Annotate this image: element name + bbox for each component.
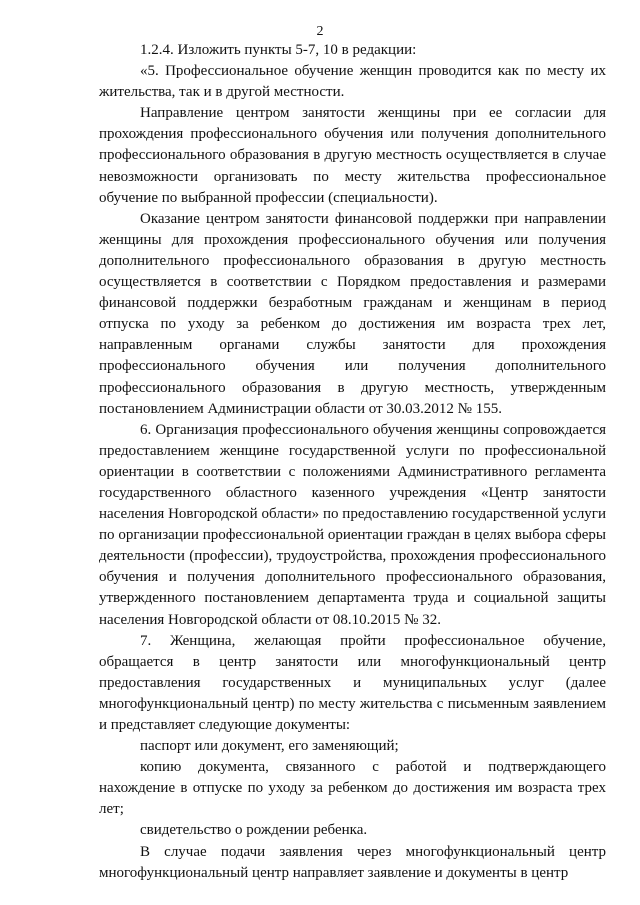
page-number: 2 xyxy=(316,24,324,39)
paragraph-referral: Направление центром занятости женщины при ее согласии для прохождения профессионального обучения или получения дополнительного профессионального образования в другую местность осуществляется в случае невозможности организовать по месту жительства профессиональное обучение по выбранной профессии (специальности). xyxy=(99,105,606,206)
list-item-birth-certificate: свидетельство о рождении ребенка. xyxy=(140,822,368,839)
list-item-work-document: копию документа, связанного с работой и подтверждающего нахождение в отпуске по уходу за ребенком до достижения им возраста трех лет; xyxy=(99,759,606,818)
paragraph-mfc-submission: В случае подачи заявления через многофункциональный центр многофункциональный центр направляет заявление и документы в центр xyxy=(99,843,606,881)
list-item-passport: паспорт или документ, его заменяющий; xyxy=(140,738,399,755)
paragraph-financial-support: Оказание центром занятости финансовой поддержки при направлении женщины для прохождения профессионального обучения или получения дополнительного профессионального образования в другую местность осуществляется в соответствии с Порядком предоставления и размерами финансовой поддержки безработным гражданам и женщинам в период отпуска по уходу за ребенком до достижения им возраста трех лет, направленным органами службы занятости для прохождения профессионального обучения или получения дополнительного профессионального образования в другую местность, утвержденным постановлением Администрации области от 30.03.2012 № 155. xyxy=(99,210,606,417)
paragraph-7: 7. Женщина, желающая пройти профессиональное обучение, обращается в центр занятости или многофункциональный центр предоставления государственных и муниципальных услуг (далее многофункциональный центр) по месту жительства с письменным заявлением и представляет следующие документы: xyxy=(99,632,606,733)
document-body xyxy=(99,40,606,884)
paragraph-amendment-intro: 1.2.4. Изложить пункты 5-7, 10 в редакции: xyxy=(140,42,417,58)
paragraph-6: 6. Организация профессионального обучения женщины сопровождается предоставлением женщине государственной услуги по профессиональной ориентации в соответствии с положениями Административного регламента государственного областного казенного учреждения «Центр занятости населения Новгородской области» по предоставлению государственной услуги по организации профессиональной ориентации граждан в целях выбора сферы деятельности (профессии), трудоустройства, прохождения профессионального обучения и получения дополнительного профессионального образования, утвержденного постановлением департамента труда и социальной защиты населения Новгородской области от 08.10.2015 № 32. xyxy=(99,421,606,628)
paragraph-5: «5. Профессиональное обучение женщин проводится как по месту их жительства, так и в другой местности. xyxy=(99,63,606,101)
